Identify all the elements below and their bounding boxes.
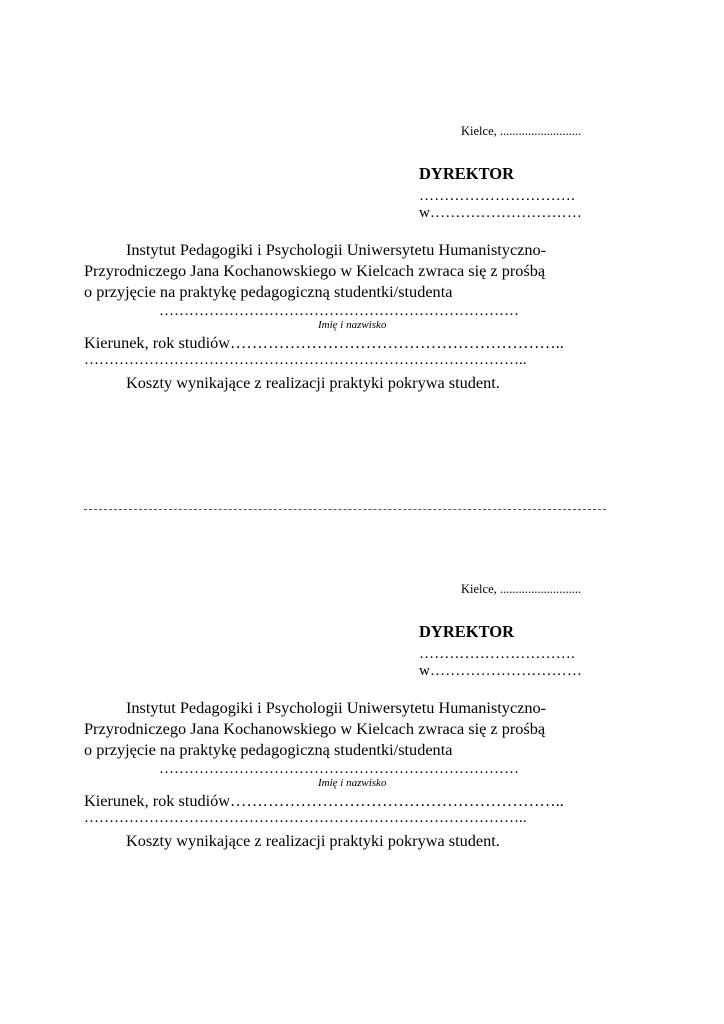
body-text-line-1: Instytut Pedagogiki i Psychologii Uniwersytetu Humanistyczno- <box>126 698 547 717</box>
addressee-name-line: …………………………. <box>419 646 575 662</box>
blank-dotted-line: …………………………………………………………………………….. <box>84 810 527 826</box>
place-date-line: Kielce, .......................... <box>461 124 582 138</box>
body-text-line-2: Przyrodniczego Jana Kochanowskiego w Kielcach zwraca się z prośbą <box>84 261 546 280</box>
addressee-name-line: …………………………. <box>419 188 575 204</box>
study-direction-line: Kierunek, rok studiów…………………………………………………….. <box>84 333 564 352</box>
study-direction-line: Kierunek, rok studiów…………………………………………………….. <box>84 791 564 810</box>
student-name-caption: Imię i nazwisko <box>318 319 387 331</box>
addressee-place-line: w………………………… <box>419 663 583 679</box>
cut-line-separator <box>84 509 606 510</box>
costs-statement: Koszty wynikające z realizacji praktyki pokrywa student. <box>126 831 500 850</box>
student-name-field: ……………………………………………………………… <box>159 303 519 319</box>
body-text-line-1: Instytut Pedagogiki i Psychologii Uniwersytetu Humanistyczno- <box>126 240 547 259</box>
addressee-title: DYREKTOR <box>419 164 515 183</box>
student-name-caption: Imię i nazwisko <box>318 777 387 789</box>
place-date-line: Kielce, .......................... <box>461 582 582 596</box>
student-name-field: ……………………………………………………………… <box>159 761 519 777</box>
blank-dotted-line: …………………………………………………………………………….. <box>84 352 527 368</box>
addressee-title: DYREKTOR <box>419 622 515 641</box>
addressee-place-line: w………………………… <box>419 205 583 221</box>
costs-statement: Koszty wynikające z realizacji praktyki pokrywa student. <box>126 373 500 392</box>
body-text-line-2: Przyrodniczego Jana Kochanowskiego w Kielcach zwraca się z prośbą <box>84 719 546 738</box>
body-text-line-3: o przyjęcie na praktykę pedagogiczną studentki/studenta <box>84 740 453 759</box>
body-text-line-3: o przyjęcie na praktykę pedagogiczną studentki/studenta <box>84 282 453 301</box>
